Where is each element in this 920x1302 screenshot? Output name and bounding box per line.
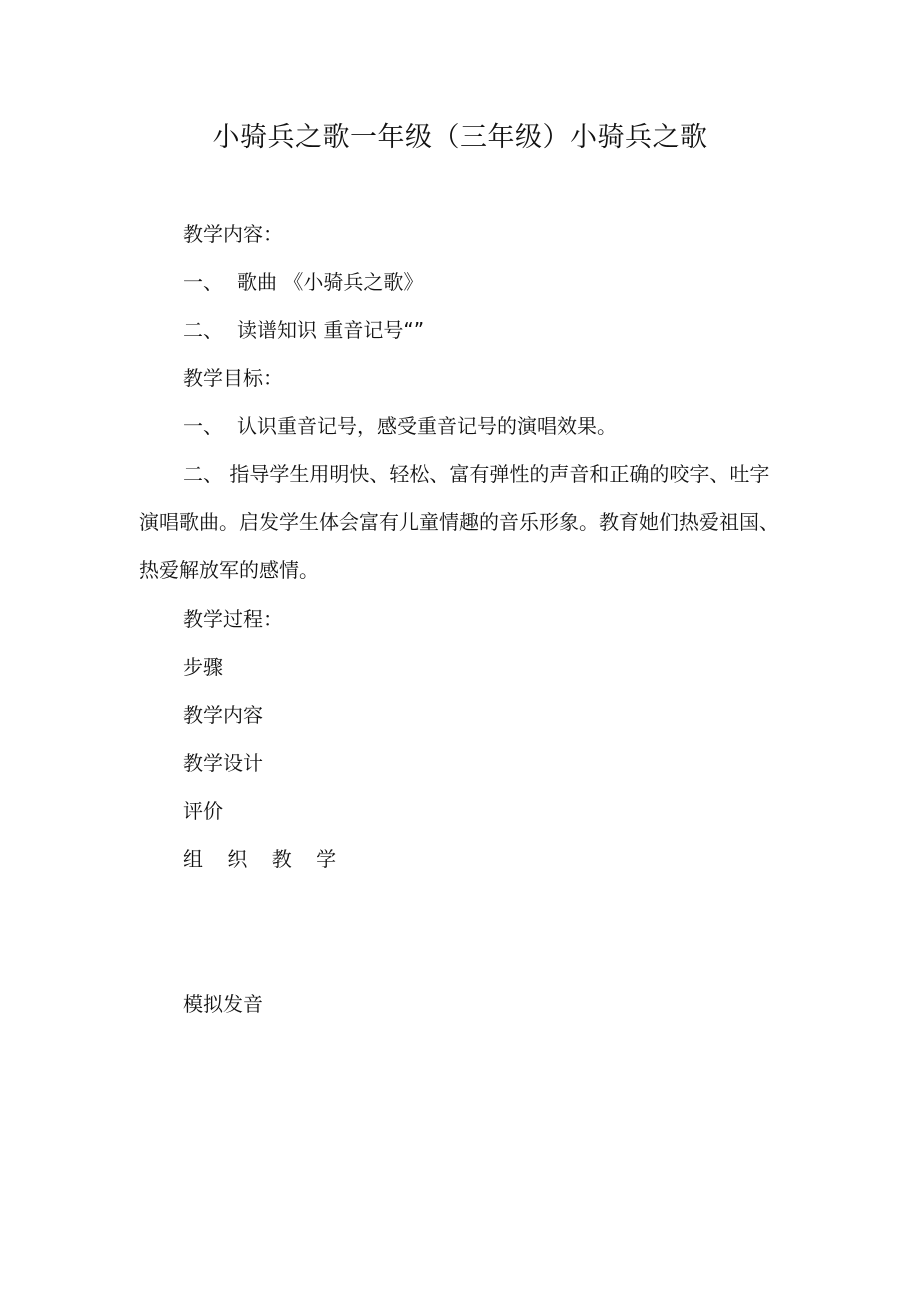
table-header-design: 教学设计 xyxy=(183,751,263,775)
goal-item-2-paragraph: 二、 指导学生用明快、轻松、富有弹性的声音和正确的咬字、吐字演唱歌曲。启发学生体会富有儿童情趣的音乐形象。教育她们热爱祖国、热爱解放军的感情。 xyxy=(139,462,779,582)
content-item-2-number: 二、 xyxy=(183,318,223,342)
goal-item-1 xyxy=(183,413,617,439)
table-header-step: 步骤 xyxy=(183,655,223,679)
table-header-evaluation: 评价 xyxy=(183,799,223,823)
goal-item-1-text: 认识重音记号，感受重音记号的演唱效果。 xyxy=(237,414,617,438)
content-heading: 教学内容： xyxy=(183,222,283,246)
content-item-1-number: 一、 xyxy=(183,270,223,294)
content-item-1 xyxy=(183,269,423,295)
goals-heading: 教学目标： xyxy=(183,366,283,390)
content-item-2 xyxy=(183,317,424,343)
document-title: 小骑兵之歌一年级（三年级）小骑兵之歌 xyxy=(212,122,708,153)
step-1-label: 组 织 教 学 xyxy=(183,847,346,871)
process-heading: 教学过程： xyxy=(183,607,283,631)
goal-item-1-number: 一、 xyxy=(183,414,223,438)
content-item-1-text: 歌曲 《小骑兵之歌》 xyxy=(237,270,424,294)
table-header-content: 教学内容 xyxy=(183,703,263,727)
step-1-content: 模拟发音 xyxy=(183,992,263,1016)
content-item-2-text: 读谱知识 重音记号“” xyxy=(237,318,425,342)
